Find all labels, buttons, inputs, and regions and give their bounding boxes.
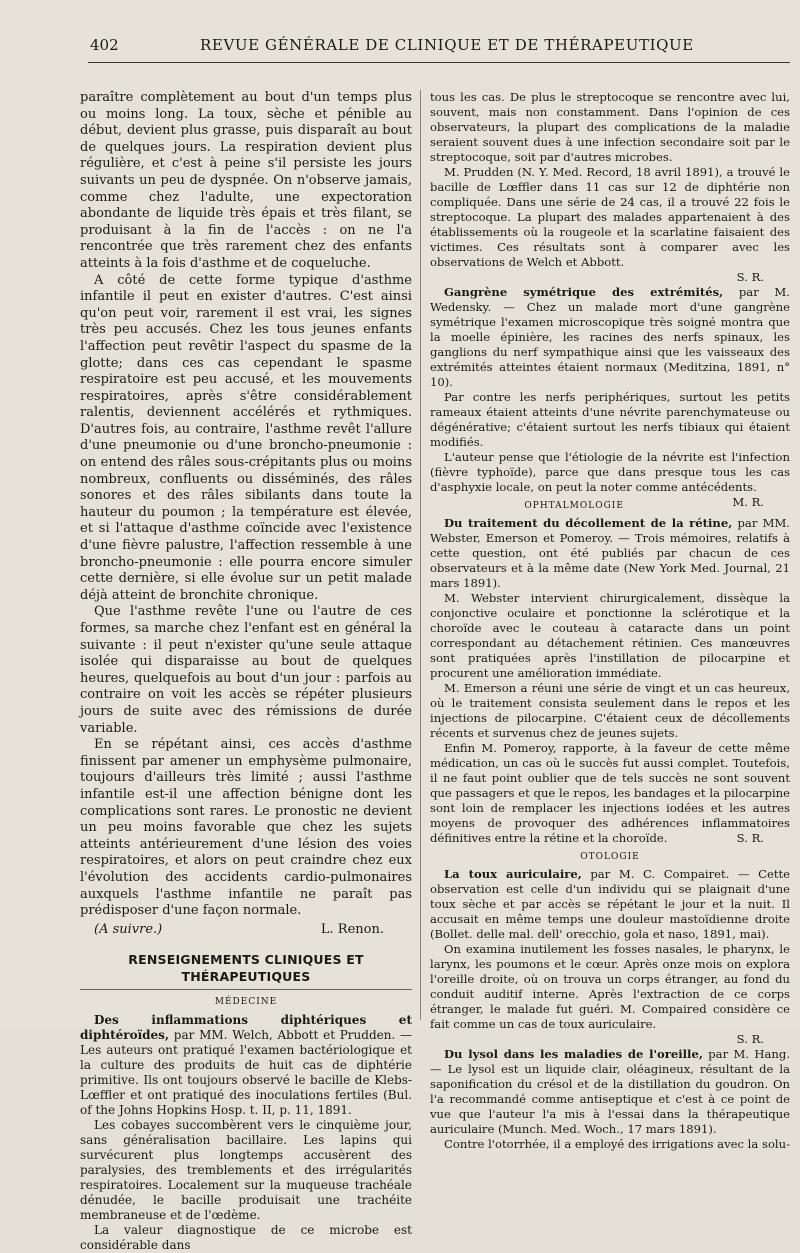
page-number: 402: [90, 36, 119, 54]
article-title: La toux auriculaire,: [444, 867, 582, 881]
article-title: Des inflammations diphtériques et diphtéroïdes,: [80, 1013, 412, 1043]
paragraph: M. Emerson a réuni une série de vingt et un cas heureux, où le traitement consista seulement dans le repos et les injections de pilocarpine. C'étaient ceux de décollements récents et survenus chez de jeunes sujets.: [430, 681, 790, 740]
subhead-medecine: MÉDECINE: [214, 997, 278, 1008]
paragraph-text: L'auteur pense que l'étiologie de la névrite est l'infection (fièvre typhoïde), parce que dans presque tous les cas d'asphyxie locale, on peut la noter comme antécédents.: [430, 450, 790, 494]
article-paragraph: [430, 285, 790, 390]
author-signature: L. Renon.: [320, 921, 384, 937]
running-title: REVUE GÉNÉRALE DE CLINIQUE ET DE THÉRAPEUTIQUE: [200, 36, 694, 54]
paragraph: On examina inutilement les fosses nasales, le pharynx, le larynx, les poumons et le cœur. Après onze mois on explora l'oreille droite, où on trouva un corps étranger, au fond du conduit auditif interne. Après l'extraction de ce corps étranger, le malade fut guéri. M. Compaired considère ce fait comme un cas de toux auriculaire.: [430, 942, 790, 1031]
article-text: par M. C. Compairet. — Cette observation est celle d'un individu qui se plaignait d'une toux sèche et par accès se répétant le jour et la nuit. Il accusait en même temps une douleur mastoïdienne droite (Bollet. delle mal. dell' orecchio, gola et naso, 1891, mai).: [430, 867, 791, 941]
signature: S. R.: [736, 270, 764, 284]
header-rule: [88, 62, 790, 63]
paragraph: La valeur diagnostique de ce microbe est considérable dans: [80, 1223, 412, 1253]
article-paragraph: [430, 1047, 790, 1137]
signature-line: [80, 922, 412, 939]
paragraph: Que l'asthme revête l'une ou l'autre de ces formes, sa marche chez l'enfant est en général la suivante : il peut n'exister qu'une seule attaque isolée qui disparaisse au bout de quelques heures, quelquefois au bout d'un jour : parfois au contraire on voit les accès se répéter plusieurs jours de suite avec des rémissions de durée variable.: [80, 604, 412, 736]
article-title: Gangrène symétrique des extrémités,: [444, 285, 724, 299]
subhead-ophtalmologie: OPHTALMOLOGIE: [524, 501, 624, 511]
paragraph: En se répétant ainsi, ces accès d'asthme finissent par amener un emphysème pulmonaire, toujours d'ailleurs très limité ; aussi l'asthme infantile est-il une affection bénigne dont les complications sont rares. Le pronostic ne devient un peu moins favorable que chez les sujets atteints antérieurement d'une lésion des voies respiratoires, et alors on peut craindre chez eux l'évolution des accidents cardio-pulmonaires auxquels l'asthme infantile ne paraît pas prédisposer d'une façon normale.: [80, 737, 412, 919]
paragraph: A côté de cette forme typique d'asthme infantile il peut en exister d'autres. C'est ainsi qu'on peut voir, rarement il est vrai, les signes très peu accusés. Chez les tous jeunes enfants l'affection peut revêtir l'aspect du spasme de la glotte; dans ces cas cependant le spasme respiratoire est peu accusé, et les mouvements respiratoires, après s'être considérablement ralentis, deviennent accélérés et rythmiques. D'autres fois, au contraire, l'asthme revêt l'allure d'une pneumonie ou d'une broncho-pneumonie : on entend des râles sous-crépitants plus ou moins nombreux, confluents ou disséminés, des râles sonores et des râles sibilants dans toute la hauteur du poumon ; la température est élevée, et si l'attaque d'asthme coïncide avec l'existence d'une fièvre palustre, l'affection ressemble à une broncho-pneumonie : elle pourra encore simuler cette dernière, si elle évolue sur un petit malade déjà atteint de bronchite chronique.: [80, 272, 412, 603]
section-title: RENSEIGNEMENTS CLINIQUES ET THÉRAPEUTIQUES: [128, 952, 364, 984]
to-be-continued: (A suivre.): [94, 921, 163, 937]
article-title: Du lysol dans les maladies de l'oreille,: [444, 1047, 703, 1061]
article-paragraph: [430, 516, 790, 591]
article-text: par MM. Webster, Emerson et Pomeroy. — Trois mémoires, relatifs à cette question, ont été publiés par chacun de ces observateurs et à la même date (New York Med. Journal, 21 mars 1891).: [430, 516, 790, 590]
signature: S. R.: [736, 1032, 764, 1046]
paragraph: M. Prudden (N. Y. Med. Record, 18 avril 1891), a trouvé le bacille de Lœffler dans 11 cas sur 12 de diphtérie non compliquée. Dans une série de 24 cas, il a trouvé 22 fois le streptocoque. La plupart des malades appartenaient à des établissements où la rougeole et la scarlatine faisaient des victimes. Ces résultats sont à comparer avec les observations de Welch et Abbott.: [430, 165, 790, 269]
right-column: [430, 90, 790, 1152]
paragraph: tous les cas. De plus le streptocoque se rencontre avec lui, souvent, mais non constamment. Dans l'opinion de ces observateurs, la plupart des complications de la maladie seraient souvent dues à une infection secondaire soit par le streptocoque, soit par d'autres microbes.: [430, 90, 790, 164]
section-rule: [80, 989, 412, 990]
paragraph: Par contre les nerfs periphériques, surtout les petits rameaux étaient atteints d'une névrite parenchymateuse ou dégénérative; c'étaient surtout les nerfs tibiaux qui étaient modifiés.: [430, 390, 790, 449]
paragraph: M. Webster intervient chirurgicalement, dissèque la conjonctive oculaire et ponctionne la sclérotique et la choroïde avec le couteau à cataracte dans un point correspondant au détachement rétinien. Ces manœuvres sont pratiquées après l'instillation de pilocarpine et procurent une amélioration immédiate.: [430, 591, 790, 680]
article-text: par MM. Welch, Abbott et Prudden. — Les auteurs ont pratiqué l'examen bactériologique et la culture des produits de huit cas de diphtérie primitive. Ils ont toujours observé le bacille de Klebs-Lœffler et ont pratiqué des inoculations fertiles (Bul. of the Johns Hopkins Hosp. t. II, p. 11, 1891.: [80, 1028, 412, 1118]
article-text: par M. Hang. — Le lysol est un liquide clair, oléagineux, résultant de la saponification du crésol et de la distillation du goudron. On l'a recommandé comme antiseptique et c'est à ce point de vue que l'auteur l'a mis à l'essai dans la thérapeutique auriculaire (Munch. Med. Woch., 17 mars 1891).: [430, 1047, 791, 1136]
article-paragraph: [80, 1013, 412, 1118]
article-text: par M. Wedensky. — Chez un malade mort d'une gangrène symétrique l'examen microscopique très soigné montra que la moelle épinière, les racines des nerfs spinaux, les ganglions du nerf sympathique ainsi que les vaisseaux des extrémités atteintes étaient normaux (Meditzina, 1891, n° 10).: [430, 285, 790, 389]
subhead-otologie: OTOLOGIE: [580, 852, 640, 862]
paragraph: Contre l'otorrhée, il a employé des irrigations avec la solu-: [444, 1137, 791, 1151]
column-divider: [420, 90, 421, 1020]
paragraph: paraître complètement au bout d'un temps plus ou moins long. La toux, sèche et pénible au début, devient plus grasse, puis disparaît au bout de quelques jours. La respiration devient plus régulière, et c'est à peine s'il persiste les jours suivants un peu de dyspnée. On n'observe jamais, comme chez l'adulte, une expectoration abondante de liquide très épais et très filant, se produisant à la fin de l'accès : on ne l'a rencontrée que très rarement chez des enfants atteints à la fois d'asthme et de coqueluche.: [80, 90, 412, 271]
signature: S. R.: [736, 831, 764, 845]
paragraph-text: Enfin M. Pomeroy, rapporte, à la faveur de cette même médication, un cas où le succès fut aussi complet. Toutefois, il ne faut point oublier que de tels succès ne sont souvent que passagers et que le repos, les bandages et la pilocarpine sont loin de remplacer les injections iodées et les autres moyens de provoquer des adhérences inflammatoires définitives entre la rétine et la choroïde.: [430, 741, 790, 845]
left-column: [80, 90, 412, 1253]
signature: M. R.: [732, 495, 764, 509]
article-paragraph: [430, 867, 790, 942]
article-title: Du traitement du décollement de la rétine,: [444, 516, 733, 530]
paragraph: Les cobayes succombèrent vers le cinquième jour, sans généralisation bacillaire. Les lapins qui survécurent plus longtemps accusèrent des paralysies, des tremblements et des irrégularités respiratoires. Localement sur la muqueuse trachéale dénudée, le bacille produisait une trachéite membraneuse et de l'œdème.: [80, 1118, 412, 1223]
paragraph: [430, 741, 790, 846]
